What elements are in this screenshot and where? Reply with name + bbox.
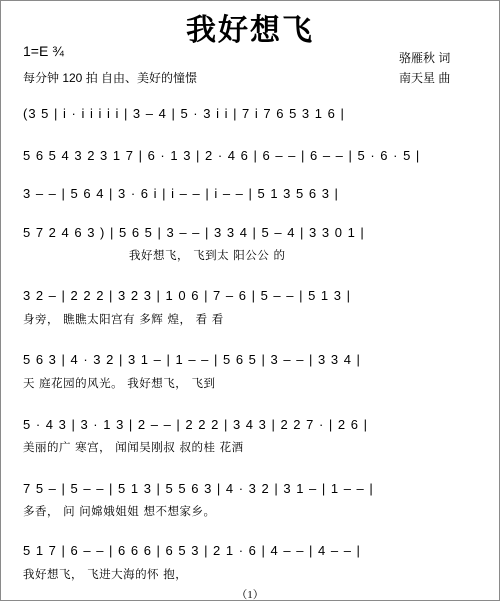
page-number: （1） <box>236 589 264 601</box>
system-7-lyrics: 美丽的广 寒宫， 闻闻吴刚叔 叔的桂 花酒 <box>23 440 244 454</box>
system-6-notes: 5 6 3 | 4 · 3 2 | 3 1 – | 1 – – | 5 6 5 | 3 – – | 3 3 4 | <box>23 352 361 367</box>
composer-credit: 南天星 曲 <box>399 71 451 85</box>
system-6-lyrics: 天 庭花园的风光。 我好想飞， 飞到 <box>23 376 216 390</box>
system-5-lyrics: 身旁， 瞧瞧太阳宫有 多辉 煌， 看 看 <box>23 312 224 326</box>
tempo-marking: 每分钟 120 拍 自由、美好的憧憬 <box>23 71 198 85</box>
song-title: 我好想飞 <box>186 13 314 48</box>
system-2-notes: 5 6 5 4 3 2 3 1 7 | 6 · 1 3 | 2 · 4 6 | 6 – – | 6 – – | 5 · 6 · 5 | <box>23 148 421 163</box>
lyricist-credit: 骆雁秋 词 <box>399 51 451 65</box>
system-7-notes: 5 · 4 3 | 3 · 1 3 | 2 – – | 2 2 2 | 3 4 3 | 2 2 7 · | 2 6 | <box>23 417 368 432</box>
system-9-lyrics: 我好想飞， 飞进大海的怀 抱， <box>23 567 188 581</box>
system-8-lyrics: 多香， 问 问嫦娥姐姐 想不想家乡。 <box>23 504 216 518</box>
system-9-notes: 5 1 7 | 6 – – | 6 6 6 | 6 5 3 | 2 1 · 6 | 4 – – | 4 – – | <box>23 543 361 558</box>
system-3-notes: 3 – – | 5 6 4 | 3 · 6 i | i – – | i – – | 5 1 3 5 6 3 | <box>23 186 339 201</box>
system-4-lyrics: 我好想飞， 飞到太 阳公公 的 <box>129 248 286 262</box>
system-8-notes: 7 5 – | 5 – – | 5 1 3 | 5 5 6 3 | 4 · 3 2 | 3 1 – | 1 – – | <box>23 481 374 496</box>
system-4-notes: 5 7 2 4 6 3 ) | 5 6 5 | 3 – – | 3 3 4 | 5 – 4 | 3 3 0 1 | <box>23 225 365 240</box>
key-signature: 1=E ¾ <box>23 43 64 59</box>
system-5-notes: 3 2 – | 2 2 2 | 3 2 3 | 1 0 6 | 7 – 6 | 5 – – | 5 1 3 | <box>23 288 351 303</box>
system-1-notes: (3 5 | i · i i i i i | 3 – 4 | 5 · 3 i i | 7 i 7 6 5 3 1 6 | <box>23 106 345 121</box>
